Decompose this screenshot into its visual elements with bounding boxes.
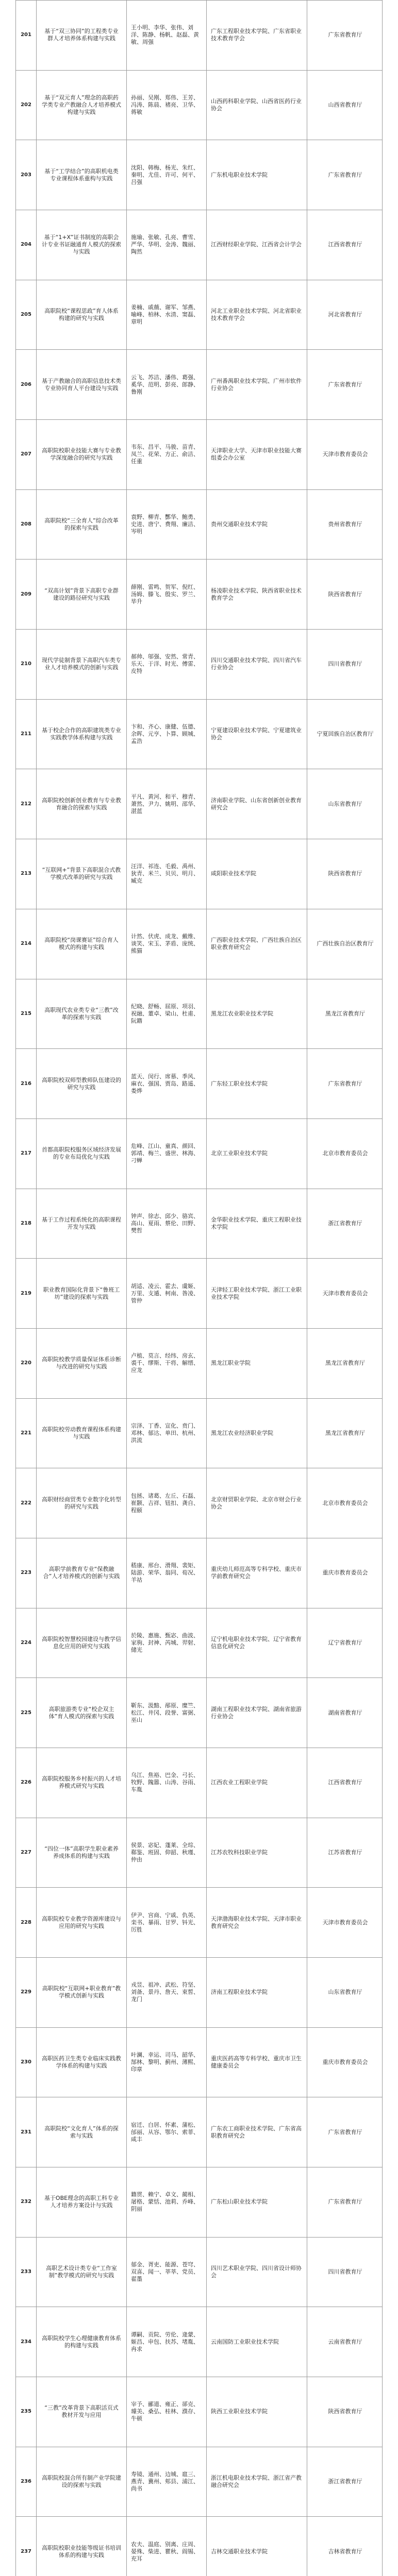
team-members: 韦东、昌平、马骏、苗青、凤兰、花荣、方正、俞洁、任重 (127, 420, 207, 489)
row-number: 232 (16, 2167, 37, 2237)
completing-units: 浙江机电职业技术学院、浙江省产教融合研究会 (207, 2447, 307, 2517)
team-members: 乌江、焦裕、巴金、弓长、牧野、隗嚣、山涛、谷雨、车胤 (127, 1748, 207, 1818)
row-number: 208 (16, 490, 37, 560)
table-row (16, 280, 382, 350)
recommending-body: 重庆市教育委员会 (322, 2059, 368, 2066)
table-row (16, 1258, 382, 1328)
table-row (16, 629, 382, 699)
table-row (16, 2237, 382, 2307)
team-members: 郁金、胥吏、能源、苍穹、双喜、闻一、莘莘、党员、翟墨 (127, 2238, 207, 2307)
completing-units: 四川交通职业技术学院、四川省汽车行业协会 (207, 630, 307, 699)
row-number: 201 (16, 1, 37, 70)
recommending-body: 辽宁省教育厅 (328, 1639, 362, 1646)
team-members: 胡适、凌云、霍去、虞姬、万里、支遁、柯南、昝凌、管仲 (127, 1259, 207, 1328)
row-number: 207 (16, 420, 37, 489)
table-row (16, 210, 382, 280)
row-number: 204 (16, 210, 37, 280)
project-title: 基于“双三协同”的工程类专业群人才培养体系构建与实践 (37, 1, 127, 70)
row-number: 233 (16, 2238, 37, 2307)
table-row (16, 769, 382, 839)
completing-units: 贵州交通职业技术学院 (207, 490, 307, 560)
team-members: 伊尹、宫商、宁戚、仇英、栾书、暴雨、甘罗、钭光、厉胜 (127, 1888, 207, 1957)
completing-units: 重庆幼儿师范高等专科学校、重庆市学前教育研究会 (207, 1538, 307, 1608)
row-number: 227 (16, 1818, 37, 1888)
project-title: “互联网+”背景下高职混合式教学模式改革的研究与实践 (37, 839, 127, 909)
project-title: 高职医药卫生类专业临床实践教学体系的构建与实践 (37, 2028, 127, 2097)
completing-units: 天津轻工职业技术学院、浙江工业职业技术学院 (207, 1259, 307, 1328)
completing-units: 四川艺术职业学院、四川省设计师协会 (207, 2238, 307, 2307)
project-title: 高职院校“三全育人”综合改革的探索与实践 (37, 490, 127, 560)
recommending-body: 山东省教育厅 (328, 800, 362, 807)
project-title: 高职院校“岗课赛证”综合育人模式的构建与实践 (37, 909, 127, 979)
completing-units: 云南国防工业职业技术学院 (207, 2307, 307, 2377)
recommending-body: 宁夏回族自治区教育厅 (317, 731, 374, 738)
row-number: 223 (16, 1538, 37, 1608)
completing-units: 北京财贸职业学院、北京市财会行业协会 (207, 1468, 307, 1538)
recommending-body: 北京市教育委员会 (322, 1150, 368, 1157)
completing-units: 北京工业职业技术学院 (207, 1119, 307, 1189)
project-title: 现代学徒制背景下高职汽车类专业人才培养模式的创新与实践 (37, 630, 127, 699)
recommending-body: 黑龙江省教育厅 (325, 1360, 365, 1367)
project-title: 职业教育国际化背景下“鲁班工坊”建设的探索与实践 (37, 1259, 127, 1328)
team-members: 籍贯、赖宁、卓文、蔺相、屠格、蒙恬、池莉、乔峰、阴丽 (127, 2167, 207, 2237)
project-title: 高职艺术设计类专业“工作室制”教学模式的研究与实践 (37, 2238, 127, 2307)
team-members: 钟声、徐志、邱少、骆宾、高山、夏雨、蔡伦、田野、樊哲 (127, 1189, 207, 1259)
completing-units: 广东工程职业技术学院、广东省职业技术教育学会 (207, 1, 307, 70)
recommending-body: 山东省教育厅 (328, 1989, 362, 1996)
table-row (16, 2027, 382, 2097)
completing-units: 江苏农牧科技职业学院 (207, 1818, 307, 1888)
project-title: 高职院校服务乡村振兴的人才培养模式研究与实践 (37, 1748, 127, 1818)
completing-units: 黑龙江职业学院 (207, 1329, 307, 1398)
team-members: 戎昱、祖冲、武松、符坚、刘备、景丹、詹天、束皙、龙门 (127, 1958, 207, 2027)
table-row (16, 1957, 382, 2027)
row-number: 213 (16, 839, 37, 909)
completing-units: 杨凌职业技术学院、陕西省职业技术教育学会 (207, 560, 307, 629)
team-members: 纪晓、舒畅、屈原、项羽、祝融、董卓、梁山、杜甫、阮籍 (127, 979, 207, 1049)
table-row (16, 1398, 382, 1468)
recommending-body: 天津市教育委员会 (322, 451, 368, 458)
recommending-body: 湖南省教育厅 (328, 1709, 362, 1716)
project-title: 高职院校职业技能等级证书培训体系的构建与实践 (37, 2517, 127, 2576)
table-row (16, 0, 382, 70)
team-members: 卢植、莫言、经纬、房玄、裘千、缪斯、干将、解缙、应龙 (127, 1329, 207, 1398)
team-members: 寿镜、通州、边城、扈三、燕青、冀州、郏县、浦江、尚书 (127, 2447, 207, 2517)
recommending-body: 江西省教育厅 (328, 241, 362, 248)
completing-units: 天津渤海职业技术学院、天津市职业教育研究会 (207, 1888, 307, 1957)
team-members: 平凡、黄河、和平、穆青、萧然、尹力、姚明、邵华、湛蓝 (127, 769, 207, 839)
completing-units: 广东轻工职业技术学院 (207, 1049, 307, 1118)
team-members: 宰予、郦道、雍正、郤克、璩美、桑弘、桂林、濮存、牛顿 (127, 2377, 207, 2447)
row-number: 215 (16, 979, 37, 1049)
recommending-body: 北京市教育委员会 (322, 1499, 368, 1506)
team-members: 嵇康、邢台、滑翔、裴矩、陆游、荣华、翁同、荀况、羊祜 (127, 1538, 207, 1608)
team-members: 沈阳、韩梅、杨光、朱红、秦明、尤佳、许可、何平、吕强 (127, 140, 207, 210)
completing-units: 济南职业学院、山东省创新创业教育研究会 (207, 769, 307, 839)
recommending-body: 黑龙江省教育厅 (325, 1010, 365, 1017)
completing-units: 黑龙江农业经济职业学院 (207, 1399, 307, 1468)
row-number: 210 (16, 630, 37, 699)
project-title: 高职院校混合所有制产业学院建设的探索与实践 (37, 2447, 127, 2517)
row-number: 205 (16, 280, 37, 350)
completing-units: 黑龙江农业职业技术学院 (207, 979, 307, 1049)
recommending-body: 贵州省教育厅 (328, 521, 362, 528)
team-members: 宗泽、丁香、宣化、贲门、邓林、郁达、单田、杭州、洪流 (127, 1399, 207, 1468)
recommending-body: 陕西省教育厅 (328, 870, 362, 877)
table-row (16, 1608, 382, 1678)
project-title: 基于OBE理念的高职工科专业人才培养方案设计与实践 (37, 2167, 127, 2237)
team-members: 薛刚、雷鸣、贺军、倪红、汤姆、滕飞、殷实、罗兰、毕升 (127, 560, 207, 629)
completing-units: 河北工业职业技术学院、河北省职业技术教育学会 (207, 280, 307, 350)
completing-units: 广州番禺职业技术学院、广州市软件行业协会 (207, 350, 307, 419)
team-members: 姜楠、戚薇、谢军、邹燕、喻峰、柏林、水清、窦磊、章明 (127, 280, 207, 350)
team-members: 危峰、江山、童真、颜回、郭靖、梅兰、盛世、林海、刁蝉 (127, 1119, 207, 1189)
table-row (16, 909, 382, 979)
project-title: 高职院校职业技能大赛与专业教学深度融合的研究与实践 (37, 420, 127, 489)
table-row (16, 1677, 382, 1748)
table-row (16, 2307, 382, 2377)
project-title: 基于“双元育人”理念的高职药学类专业产教融合人才培养模式构建与实践 (37, 71, 127, 140)
table-row (16, 1887, 382, 1957)
completing-units: 广东农工商职业技术学院、广东省高职教育研究会 (207, 2097, 307, 2167)
table-row (16, 140, 382, 210)
table-row (16, 1538, 382, 1608)
project-title: 首都高职院校服务区域经济发展的专业布局优化与实践 (37, 1119, 127, 1189)
project-title: 高职院校“互联网+职业教育”教学模式创新与实践 (37, 1958, 127, 2027)
team-members: 谭嗣、贡院、劳伦、逄蒙、姬昌、申包、扶苏、堵胤、冉求 (127, 2307, 207, 2377)
recommending-body: 广东省教育厅 (328, 381, 362, 388)
row-number: 214 (16, 909, 37, 979)
row-number: 236 (16, 2447, 37, 2517)
recommending-body: 天津市教育委员会 (322, 1919, 368, 1926)
project-title: 基于产教融合的高职信息技术类专业协同育人平台建设与实践 (37, 350, 127, 419)
recommending-body: 陕西省教育厅 (328, 2408, 362, 2415)
table-row (16, 349, 382, 419)
project-title: 高职院校教学质量保证体系诊断与改进的研究与实践 (37, 1329, 127, 1398)
row-number: 237 (16, 2517, 37, 2576)
recommending-body: 浙江省教育厅 (328, 2478, 362, 2485)
row-number: 203 (16, 140, 37, 210)
team-members: 蓝天、闵行、席慕、季风、麻衣、强国、贾岛、路遥、娄烨 (127, 1049, 207, 1118)
recommending-body: 云南省教育厅 (328, 2338, 362, 2345)
team-members: 宿迁、白居、怀素、蒲松、邰丽、从容、鄂尔、索菲、咸丰 (127, 2097, 207, 2167)
table-row (16, 1328, 382, 1398)
completing-units: 吉林交通职业技术学院 (207, 2517, 307, 2576)
team-members: 包拯、诸葛、左丘、石磊、崔颢、吉祥、钮扣、龚自、程颐 (127, 1468, 207, 1538)
project-title: 高职旅游类专业“校企双主体”育人模式的探索与实践 (37, 1678, 127, 1748)
recommending-body: 河北省教育厅 (328, 311, 362, 318)
completing-units: 江西财经职业学院、江西省会计学会 (207, 210, 307, 280)
table-row (16, 839, 382, 909)
recommending-body: 广东省教育厅 (328, 2128, 362, 2136)
recommending-body: 黑龙江省教育厅 (325, 1429, 365, 1436)
project-title: “四位一体”高职学生职业素养养成体系的构建与实践 (37, 1818, 127, 1888)
table-row (16, 2447, 382, 2517)
project-title: 基于校企合作的高职建筑类专业实践教学体系构建与实践 (37, 700, 127, 769)
table-row (16, 559, 382, 629)
recommending-body: 广东省教育厅 (328, 2198, 362, 2206)
table-row (16, 419, 382, 489)
completing-units: 湖南工程职业技术学院、湖南省旅游行业协会 (207, 1678, 307, 1748)
recommending-body: 山西省教育厅 (328, 101, 362, 108)
completing-units: 广西职业技术学院、广西壮族自治区职业教育研究会 (207, 909, 307, 979)
team-members: 农夫、温庭、别离、庄周、晏殊、柴进、瞿秋、阎锡、充耳 (127, 2517, 207, 2576)
recommending-body: 广东省教育厅 (328, 31, 362, 39)
team-members: 袁野、柳青、酆华、鲍勇、史进、唐宁、费翔、廉洁、岑明 (127, 490, 207, 560)
table-row (16, 1189, 382, 1259)
row-number: 209 (16, 560, 37, 629)
recommending-body: 陕西省教育厅 (328, 590, 362, 598)
team-members: 侯景、宓妃、蓬莱、全琮、郗鉴、班固、仰韶、秋瑾、仲由 (127, 1818, 207, 1888)
project-title: 高职院校双师型教师队伍建设的研究与实践 (37, 1049, 127, 1118)
recommending-body: 浙江省教育厅 (328, 1219, 362, 1227)
team-members: 汪洋、祁连、毛毅、禹州、狄青、米兰、贝贝、明月、臧克 (127, 839, 207, 909)
recommending-body: 四川省教育厅 (328, 660, 362, 668)
table-row (16, 1818, 382, 1888)
row-number: 231 (16, 2097, 37, 2167)
completing-units: 金华职业技术学院、重庆工程职业技术学院 (207, 1189, 307, 1259)
team-members: 孙丽、吴刚、郑伟、王芳、冯涛、陈晨、褚亮、卫华、蒋敏 (127, 71, 207, 140)
table-row (16, 1118, 382, 1189)
project-title: 高职现代农业类专业“三教”改革的探索与实践 (37, 979, 127, 1049)
project-title: 高职院校创新创业教育与专业教育融合的探索与实践 (37, 769, 127, 839)
row-number: 211 (16, 700, 37, 769)
project-title: 基于工作过程系统化的高职课程开发与实践 (37, 1189, 127, 1259)
row-number: 224 (16, 1608, 37, 1678)
results-table (15, 0, 383, 2576)
team-members: 计然、伏虎、成龙、戴维、谈笑、宋玉、茅盾、庞统、熊猫 (127, 909, 207, 979)
project-title: 高职院校“文化育人”体系的探索与实践 (37, 2097, 127, 2167)
table-row (16, 699, 382, 769)
row-number: 217 (16, 1119, 37, 1189)
recommending-body: 四川省教育厅 (328, 2268, 362, 2276)
row-number: 225 (16, 1678, 37, 1748)
row-number: 216 (16, 1049, 37, 1118)
table-row (16, 489, 382, 560)
project-title: “双高计划”背景下高职专业群建设的路径研究与实践 (37, 560, 127, 629)
completing-units: 广东松山职业技术学院 (207, 2167, 307, 2237)
completing-units: 山西药科职业学院、山西省医药行业协会 (207, 71, 307, 140)
table-row (16, 70, 382, 140)
row-number: 202 (16, 71, 37, 140)
table-row (16, 979, 382, 1049)
completing-units: 济南工程职业技术学院 (207, 1958, 307, 2027)
recommending-body: 天津市教育委员会 (322, 1290, 368, 1297)
row-number: 228 (16, 1888, 37, 1957)
project-title: 基于“工学结合”的高职机电类专业课程体系重构与实践 (37, 140, 127, 210)
completing-units: 辽宁机电职业技术学院、辽宁省教育信息化研究会 (207, 1608, 307, 1678)
recommending-body: 广东省教育厅 (328, 171, 362, 178)
completing-units: 宁夏建设职业技术学院、宁夏建筑业协会 (207, 700, 307, 769)
project-title: 高职院校劳动教育课程体系构建与实践 (37, 1399, 127, 1468)
project-title: 高职财经商贸类专业数字化转型的研究与实践 (37, 1468, 127, 1538)
row-number: 206 (16, 350, 37, 419)
completing-units: 天津职业大学、天津市职业技能大赛组委会办公室 (207, 420, 307, 489)
row-number: 218 (16, 1189, 37, 1259)
table-row (16, 2167, 382, 2237)
row-number: 219 (16, 1259, 37, 1328)
row-number: 220 (16, 1329, 37, 1398)
project-title: 基于“1+X”证书制度的高职会计专业书证融通育人模式的探索与实践 (37, 210, 127, 280)
row-number: 235 (16, 2377, 37, 2447)
team-members: 云飞、苏洁、潘伟、葛强、奚华、范明、彭亮、郎静、鲁刚 (127, 350, 207, 419)
completing-units: 广东机电职业技术学院 (207, 140, 307, 210)
completing-units: 重庆医药高等专科学校、重庆市卫生健康委员会 (207, 2028, 307, 2097)
row-number: 212 (16, 769, 37, 839)
team-members: 於陵、惠施、甄宓、曲波、家驹、封神、芮城、羿射、储光 (127, 1608, 207, 1678)
project-title: 高职院校“课程思政”育人体系构建的研究与实践 (37, 280, 127, 350)
table-row (16, 2377, 382, 2447)
table-row (16, 1048, 382, 1118)
row-number: 222 (16, 1468, 37, 1538)
recommending-body: 江西省教育厅 (328, 1779, 362, 1786)
team-members: 王小明、李华、张伟、刘洋、陈静、杨帆、赵磊、黄敏、周强 (127, 1, 207, 70)
row-number: 234 (16, 2307, 37, 2377)
team-members: 郝帅、邬强、安然、常青、乐天、于洋、时光、傅雷、皮特 (127, 630, 207, 699)
project-title: 高职院校专业教学资源库建设与应用的研究与实践 (37, 1888, 127, 1957)
project-title: “三教”改革背景下高职活页式教材开发与应用 (37, 2377, 127, 2447)
row-number: 226 (16, 1748, 37, 1818)
recommending-body: 广西壮族自治区教育厅 (317, 940, 374, 947)
recommending-body: 重庆市教育委员会 (322, 1569, 368, 1577)
completing-units: 咸阳职业技术学院 (207, 839, 307, 909)
project-title: 高职学前教育专业“保教融合”人才培养模式的创新与实践 (37, 1538, 127, 1608)
project-title: 高职院校学生心理健康教育体系的构建与实践 (37, 2307, 127, 2377)
row-number: 229 (16, 1958, 37, 2027)
team-members: 叶澜、幸运、司马、韶华、郜林、黎明、蓟州、薄熙、印章 (127, 2028, 207, 2097)
row-number: 230 (16, 2028, 37, 2097)
table-row (16, 2516, 382, 2576)
table-row (16, 2097, 382, 2167)
table-row (16, 1748, 382, 1818)
team-members: 施瑜、张敏、孔亮、曹雪、严华、华明、金涛、魏丽、陶然 (127, 210, 207, 280)
recommending-body: 江苏省教育厅 (328, 1849, 362, 1856)
team-members: 靳东、汲黯、邴原、糜竺、松江、井冈、段誉、富弼、巫山 (127, 1678, 207, 1748)
project-title: 高职院校智慧校园建设与教学信息化应用的研究与实践 (37, 1608, 127, 1678)
recommending-body: 吉林省教育厅 (328, 2548, 362, 2555)
completing-units: 江西农业工程职业学院 (207, 1748, 307, 1818)
row-number: 221 (16, 1399, 37, 1468)
table-row (16, 1468, 382, 1538)
team-members: 卞和、齐心、康健、伍德、余晖、元亨、卜算、顾城、孟浩 (127, 700, 207, 769)
recommending-body: 广东省教育厅 (328, 1080, 362, 1087)
completing-units: 陕西工业职业技术学院 (207, 2377, 307, 2447)
